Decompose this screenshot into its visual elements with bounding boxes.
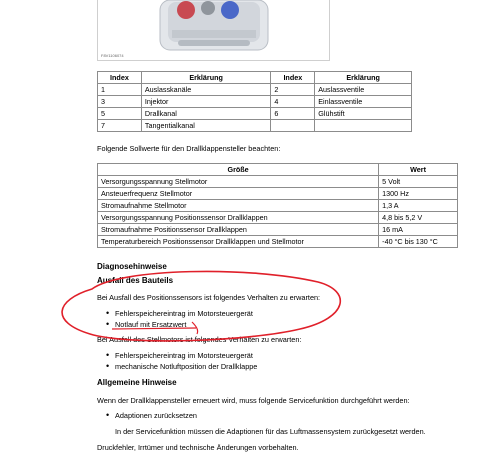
list-item: • Adaptionen zurücksetzen — [115, 411, 197, 420]
column-header: Index — [271, 72, 315, 84]
table-cell: 1,3 A — [379, 200, 458, 212]
list-item: • mechanische Notluftposition der Drallklappe — [115, 362, 257, 371]
table-cell: Auslasskanäle — [141, 84, 271, 96]
table-cell: Glühstift — [315, 108, 412, 120]
general-text: Wenn der Drallklappensteller erneuert wird, muss folgende Servicefunktion durchgeführt werden: — [97, 396, 410, 405]
table-cell: 4,8 bis 5,2 V — [379, 212, 458, 224]
general-heading: Allgemeine Hinweise — [97, 378, 177, 387]
table-cell: Auslassventile — [315, 84, 412, 96]
table-cell: 6 — [271, 108, 315, 120]
table-cell: Temperaturbereich Positionssensor Drallklappen und Stellmotor — [98, 236, 379, 248]
list-item: • Fehlerspeichereintrag im Motorsteuergerät — [115, 309, 253, 318]
column-header: Wert — [379, 164, 458, 176]
table-cell: 4 — [271, 96, 315, 108]
table-cell: Tangentialkanal — [141, 120, 271, 132]
table-cell: 2 — [271, 84, 315, 96]
column-header: Größe — [98, 164, 379, 176]
table-cell: Stromaufnahme Stellmotor — [98, 200, 379, 212]
table-cell: Stromaufnahme Positionssensor Drallklappen — [98, 224, 379, 236]
motor-failure-text: Bei Ausfall des Stellmotors ist folgendes Verhalten zu erwarten: — [97, 335, 302, 344]
table-cell: 1 — [98, 84, 142, 96]
table-cell: 1300 Hz — [379, 188, 458, 200]
table-cell: Ansteuerfrequenz Stellmotor — [98, 188, 379, 200]
table-cell: 7 — [98, 120, 142, 132]
column-header: Erklärung — [315, 72, 412, 84]
failure-subheading: Ausfall des Bauteils — [97, 276, 174, 285]
table-cell: Injektor — [141, 96, 271, 108]
table-cell: Versorgungsspannung Positionssensor Drallklappen — [98, 212, 379, 224]
diagnose-heading: Diagnosehinweise — [97, 262, 167, 271]
sensor-failure-text: Bei Ausfall des Positionssensors ist folgendes Verhalten zu erwarten: — [97, 293, 321, 302]
figure-caption: F8V1106074 — [101, 53, 124, 58]
service-note: In der Servicefunktion müssen die Adaptionen für das Luftmassensystem zurückgesetzt werden. — [115, 427, 426, 436]
list-item: • Fehlerspeichereintrag im Motorsteuergerät — [115, 351, 253, 360]
table-cell: 5 Volt — [379, 176, 458, 188]
list-item: • Notlauf mit Ersatzwert — [115, 320, 186, 329]
column-header: Erklärung — [141, 72, 271, 84]
intro-text: Folgende Sollwerte für den Drallklappensteller beachten: — [97, 144, 281, 153]
column-header: Index — [98, 72, 142, 84]
table-cell: 5 — [98, 108, 142, 120]
table-cell: Drallkanal — [141, 108, 271, 120]
table-cell: 3 — [98, 96, 142, 108]
disclaimer-footer: Druckfehler, Irrtümer und technische Änderungen vorbehalten. — [97, 443, 299, 452]
table-cell: Einlassventile — [315, 96, 412, 108]
table-cell: Versorgungsspannung Stellmotor — [98, 176, 379, 188]
table-cell: 16 mA — [379, 224, 458, 236]
table-cell: -40 °C bis 130 °C — [379, 236, 458, 248]
